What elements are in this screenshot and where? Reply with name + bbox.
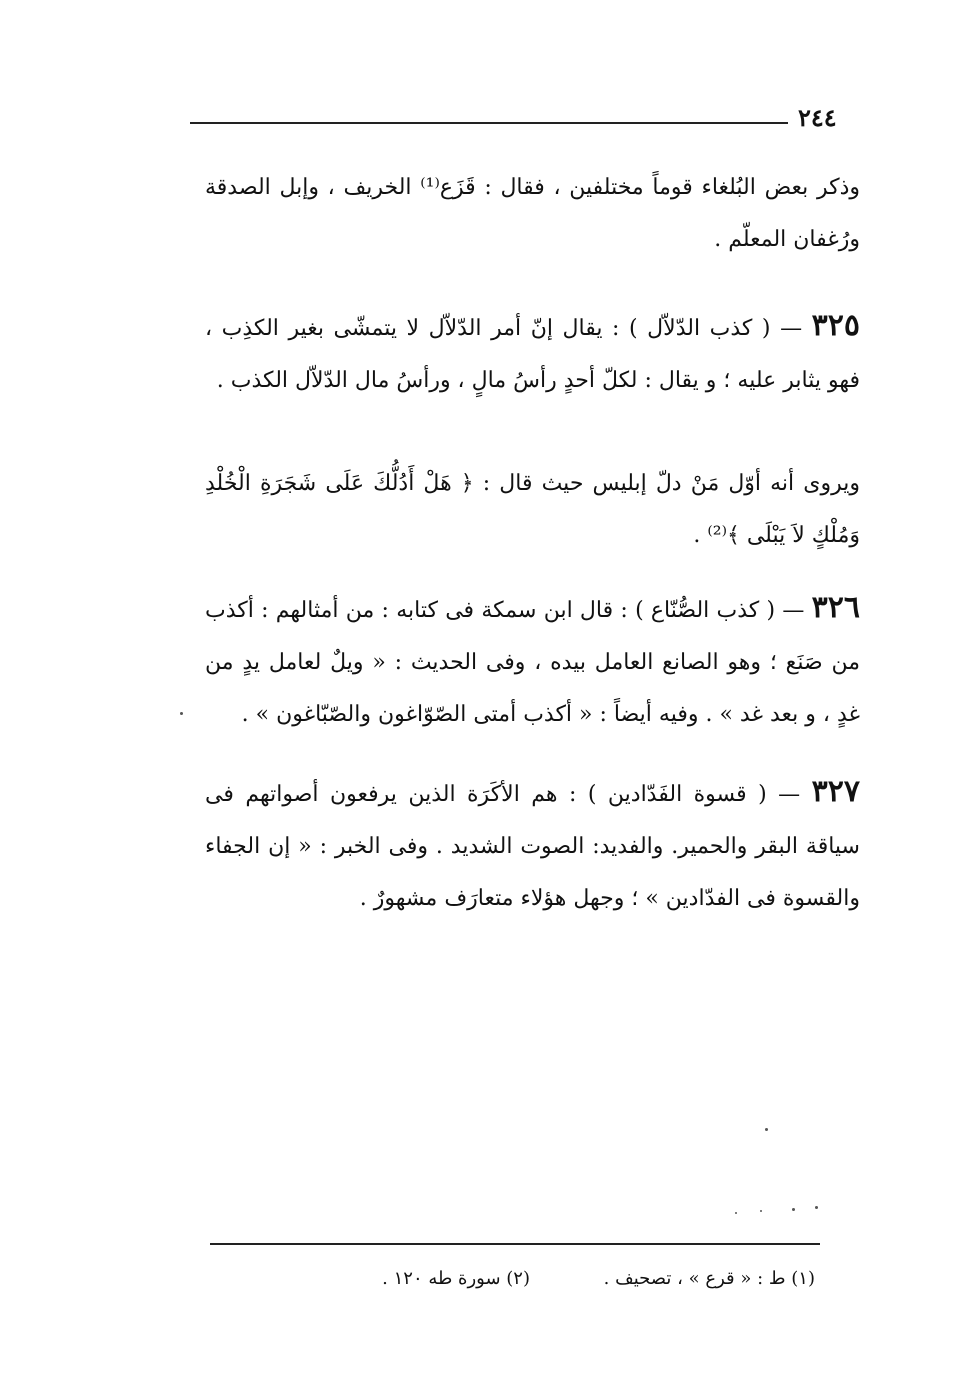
speck-mark bbox=[792, 1208, 795, 1211]
entry-number: ٣٢٧ bbox=[811, 774, 860, 809]
paragraph-327 bbox=[205, 766, 860, 925]
speck-mark bbox=[735, 1212, 737, 1214]
speck-mark bbox=[760, 1210, 762, 1212]
speck-mark bbox=[180, 712, 183, 715]
paragraph-text: — ( كذب الصُّنّاع ) : قال ابن سمكة فى كتابه : من أمثالهم : أكذب من صَنَع ؛ وهو الصانع العامل بيده ، وفى الحديث : « ويلٌ لعامل يدٍ من غدٍ ، و بعد غد » . وفيه أيضاً : « أكذب أمتى الصّوّاغون والصّبّاغون » . bbox=[205, 598, 860, 727]
paragraph-325 bbox=[205, 300, 860, 407]
entry-number: ٣٢٥ bbox=[811, 308, 861, 343]
paragraph-text: — ( كذب الدّلاّل ) : يقال إنّ أمر الدّلاّل لا يتمشّى بغير الكذِب ، فهو يثابر عليه ؛ و يقال : لكلّ أحدٍ رأسُ مالٍ ، ورأسُ مال الدّلاّل الكذب . bbox=[205, 316, 860, 393]
paragraph-text: — ( قسوة الفَدّادين ) : هم الأكَرَة الذين يرفعون أصواتهم فى سياقة البقر والحمير. والفديد: الصوت الشديد . وفى الخبر : « إن الجفاء والقسوة فى الفدّادين » ؛ وجهل هؤلاء متعارَف مشهورٌ . bbox=[205, 782, 860, 911]
header-rule bbox=[190, 122, 788, 124]
paragraph-326 bbox=[205, 582, 860, 741]
paragraph-intro bbox=[205, 162, 860, 266]
paragraph-text: وذكر بعض البُلغاء قوماً مختلفين ، فقال : قَزَع⁽¹⁾ الخريف ، وإبل الصدقة ورُغفان المعلّم . bbox=[205, 175, 860, 252]
entry-number: ٣٢٦ bbox=[811, 590, 860, 625]
paragraph-iblis bbox=[205, 458, 860, 562]
speck-mark bbox=[815, 1206, 818, 1209]
speck-mark bbox=[765, 1128, 768, 1131]
page-number: ٢٤٤ bbox=[798, 103, 837, 132]
footnote-rule bbox=[210, 1243, 820, 1245]
footnote-2: (٢) سورة طه ١٢٠ . bbox=[382, 1268, 530, 1289]
footnote-1: (١) ط : « قرع » ، تصحيف . bbox=[603, 1268, 815, 1289]
paragraph-text: ويروى أنه أوّل مَنْ دلّ إبليس حيث قال : ﴿ هَلْ أَدُلُّكَ عَلَى شَجَرَةِ الْخُلْدِ وَمُلْكٍ لاَ يَبْلَى ﴾⁽²⁾ . bbox=[205, 471, 860, 548]
